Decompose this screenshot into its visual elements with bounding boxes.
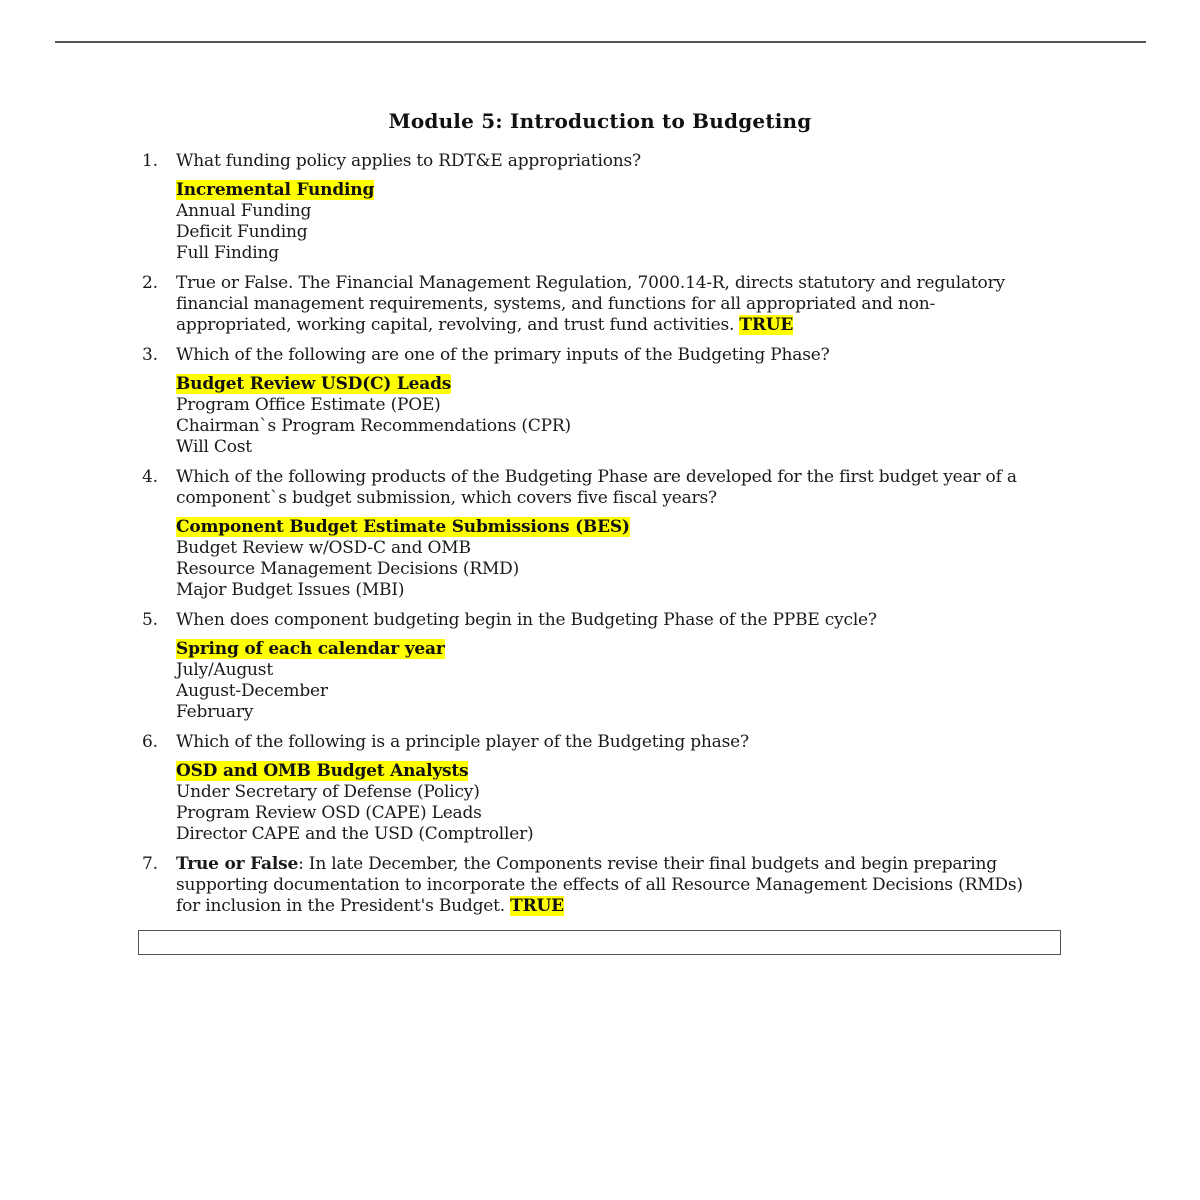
- question-text-wrap: [176, 273, 1050, 336]
- question-number: 2.: [142, 273, 158, 293]
- question-text-wrap: [176, 854, 1050, 917]
- question-list: [140, 151, 1050, 926]
- answer-option: Annual Funding: [176, 201, 312, 221]
- question-5: [140, 610, 1050, 723]
- page-title: Module 5: Introduction to Budgeting: [388, 109, 812, 133]
- answer-option: Program Office Estimate (POE): [176, 395, 441, 415]
- question-1: [140, 151, 1050, 264]
- correct-answer: OSD and OMB Budget Analysts: [176, 761, 469, 781]
- answer-option: Budget Review w/OSD-C and OMB: [176, 538, 471, 558]
- answer-options: [176, 180, 1050, 264]
- correct-answer: Spring of each calendar year: [176, 639, 445, 659]
- answer-option: July/August: [176, 660, 273, 680]
- answer-option: Under Secretary of Defense (Policy): [176, 782, 480, 802]
- answer-option: February: [176, 702, 254, 722]
- question-3: [140, 345, 1050, 458]
- answer-options: [176, 761, 1050, 845]
- question-7: [140, 854, 1050, 917]
- answer-option: Resource Management Decisions (RMD): [176, 559, 520, 579]
- answer-option: Major Budget Issues (MBI): [176, 580, 405, 600]
- question-text: Which of the following are one of the primary inputs of the Budgeting Phase?: [176, 345, 830, 365]
- question-text: Which of the following is a principle player of the Budgeting phase?: [176, 732, 749, 752]
- correct-answer: Component Budget Estimate Submissions (BES): [176, 517, 630, 537]
- question-number: 5.: [142, 610, 158, 630]
- question-text: When does component budgeting begin in the Budgeting Phase of the PPBE cycle?: [176, 610, 877, 630]
- empty-text-box: [138, 930, 1061, 955]
- question-number: 3.: [142, 345, 158, 365]
- question-number: 7.: [142, 854, 158, 874]
- question-text: Which of the following products of the Budgeting Phase are developed for the first budget year of a component`s budget submission, which covers five fiscal years?: [176, 467, 1017, 508]
- question-text: : In late December, the Components revise their final budgets and begin preparing supporting documentation to incorporate the effects of all Resource Management Decisions (RMDs) for inclusion in the President's Budget.: [176, 854, 1023, 916]
- header-rule: [55, 41, 1146, 43]
- answer-option: Will Cost: [176, 437, 252, 457]
- answer-options: [176, 517, 1050, 601]
- question-lead: True or False: [176, 854, 299, 874]
- correct-answer: TRUE: [739, 315, 794, 335]
- answer-option: Deficit Funding: [176, 222, 308, 242]
- question-number: 4.: [142, 467, 158, 487]
- question-6: [140, 732, 1050, 845]
- answer-option: Full Finding: [176, 243, 279, 263]
- answer-option: Program Review OSD (CAPE) Leads: [176, 803, 482, 823]
- correct-answer: Budget Review USD(C) Leads: [176, 374, 452, 394]
- question-text: What funding policy applies to RDT&E appropriations?: [176, 151, 641, 171]
- question-number: 6.: [142, 732, 158, 752]
- question-text: True or False. The Financial Management Regulation, 7000.14-R, directs statutory and regulatory financial management requirements, systems, and functions for all appropriated and non-appropriated, working capital, revolving, and trust fund activities.: [176, 273, 1005, 335]
- question-2: [140, 273, 1050, 336]
- answer-option: Director CAPE and the USD (Comptroller): [176, 824, 534, 844]
- answer-options: [176, 639, 1050, 723]
- question-number: 1.: [142, 151, 158, 171]
- correct-answer: Incremental Funding: [176, 180, 375, 200]
- correct-answer: TRUE: [510, 896, 564, 916]
- question-4: [140, 467, 1050, 601]
- answer-option: August-December: [176, 681, 328, 701]
- answer-options: [176, 374, 1050, 458]
- answer-option: Chairman`s Program Recommendations (CPR): [176, 416, 571, 436]
